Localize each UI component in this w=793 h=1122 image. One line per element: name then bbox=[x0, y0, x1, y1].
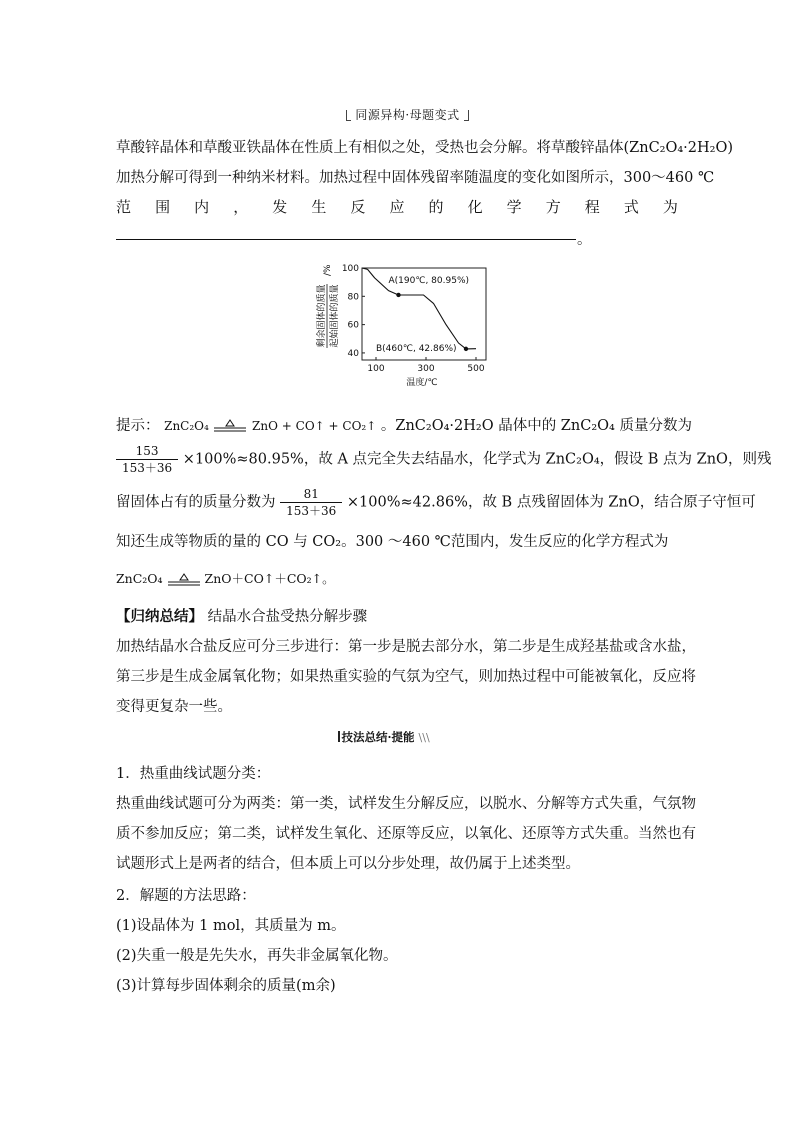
hint-line-1: 提示： ZnC₂O₄ ZnO + CO↑ + CO₂↑ 。ZnC₂O₄·2H₂O 晶体中的 ZnC₂O₄ 质量分数为 bbox=[116, 418, 692, 434]
answer-blank[interactable] bbox=[116, 239, 576, 240]
summary-line-1: 加热结晶水合盐反应可分三步进行：第一步是脱去部分水，第二步是生成羟基盐或含水盐， bbox=[116, 639, 696, 655]
heat-arrow-icon bbox=[213, 419, 247, 433]
annotation-label: B(460℃, 42.86%) bbox=[376, 343, 457, 354]
summary-line-3: 变得更复杂一些。 bbox=[116, 699, 232, 715]
item2-step-2: (2)失重一般是先失水，再失非金属氧化物。 bbox=[116, 948, 398, 964]
y-tick-label: 100 bbox=[341, 264, 359, 274]
data-point bbox=[396, 293, 400, 297]
item2-heading: 2．解题的方法思路： bbox=[116, 888, 256, 904]
problem-line-3-char: 发 bbox=[272, 198, 288, 216]
item1-heading: 1．热重曲线试题分类： bbox=[116, 766, 271, 782]
bracket-left-icon bbox=[346, 110, 351, 121]
problem-line-3-char: 内 bbox=[194, 198, 210, 216]
problem-line-3-char: 为 bbox=[662, 198, 678, 216]
section-title: 同源异构·母题变式 bbox=[346, 106, 469, 123]
x-axis-label: 温度/℃ bbox=[406, 378, 438, 387]
section2-title: 技法总结·提能 \\\ bbox=[338, 729, 430, 745]
y-tick-label: 40 bbox=[347, 348, 359, 359]
annotation-label: A(190℃, 80.95%) bbox=[388, 275, 470, 286]
problem-line-3-char: 式 bbox=[623, 198, 639, 216]
problem-line-3-char: 反 bbox=[350, 198, 366, 216]
y-axis-label-denominator: 起始固体的质量 bbox=[330, 284, 340, 348]
problem-line-3-char: 化 bbox=[467, 198, 483, 216]
data-point bbox=[464, 347, 468, 351]
item1-line-2: 质不参加反应；第二类，试样发生氧化、还原等反应，以氧化、还原等方式失重。当然也有 bbox=[116, 826, 696, 842]
problem-line-3-char: 生 bbox=[311, 198, 327, 216]
problem-line-1: 草酸锌晶体和草酸亚铁晶体在性质上有相似之处，受热也会分解。将草酸锌晶体(ZnC₂O₄·2H₂O) bbox=[116, 140, 734, 156]
problem-line-3-char: 学 bbox=[506, 198, 522, 216]
item1-line-3: 试题形式上是两者的结合，但本质上可以分步处理，故仍属于上述类型。 bbox=[116, 856, 580, 872]
hint-line-2: $\frac{153}{153+36}$ ×100%≈80.95%，故 A 点完全失去结晶水，化学式为 ZnC₂O₄，假设 B 点为 ZnO，则残 bbox=[116, 443, 771, 476]
problem-line-3-char: 程 bbox=[584, 198, 600, 216]
summary-heading: 【归纳总结】 结晶水合盐受热分解步骤 bbox=[116, 608, 368, 625]
blank-period: 。 bbox=[577, 232, 592, 248]
item2-step-1: (1)设晶体为 1 mol，其质量为 m。 bbox=[116, 918, 346, 934]
title-bar-icon bbox=[338, 731, 340, 742]
problem-line-2: 加热分解可得到一种纳米材料。加热过程中固体残留率随温度的变化如图所示，300～460 ℃ bbox=[116, 170, 715, 186]
y-axis-label bbox=[315, 264, 340, 348]
x-tick-label: 300 bbox=[417, 364, 435, 374]
y-tick-label: 80 bbox=[347, 292, 359, 303]
problem-line-3-char: 应 bbox=[389, 198, 405, 216]
item2-step-3: (3)计算每步固体剩余的质量(m余) bbox=[116, 978, 336, 994]
problem-line-3-char: 的 bbox=[428, 198, 444, 216]
hint-line-3: 留固体占有的质量分数为 $\frac{81}{153+36}$ ×100%≈42.86%，故 B 点残留固体为 ZnO，结合原子守恒可 bbox=[116, 487, 756, 518]
hint-line-4: 知还生成等物质的量的 CO 与 CO₂。300 ～460 ℃范围内，发生反应的化学方程式为 bbox=[116, 534, 669, 550]
y-tick-label: 60 bbox=[347, 320, 359, 331]
thermogravimetric-chart bbox=[300, 262, 500, 387]
fraction-1: $\frac{153}{153+36}$ bbox=[116, 443, 178, 476]
y-axis-label-numerator: 剩余固体的质量 bbox=[317, 284, 327, 348]
item1-line-1: 热重曲线试题可分为两类：第一类，试样发生分解反应，以脱水、分解等方式失重，气氛物 bbox=[116, 796, 696, 812]
problem-line-3 bbox=[116, 196, 678, 217]
problem-line-3-char: 范 bbox=[116, 198, 132, 216]
problem-line-3-char: ， bbox=[233, 198, 249, 216]
problem-line-3-char: 围 bbox=[155, 198, 171, 216]
bracket-right-icon bbox=[464, 110, 469, 121]
fraction-2: $\frac{81}{153+36}$ bbox=[280, 486, 342, 519]
heat-arrow-icon bbox=[167, 573, 201, 587]
problem-line-3-char: 方 bbox=[545, 198, 561, 216]
y-axis-unit: /% bbox=[323, 264, 333, 276]
slash-decoration-icon: \\\ bbox=[418, 731, 430, 744]
x-tick-label: 100 bbox=[367, 364, 385, 374]
summary-line-2: 第三步是生成金属氧化物；如果热重实验的气氛为空气，则加热过程中可能被氧化，反应将 bbox=[116, 669, 696, 685]
x-tick-label: 500 bbox=[467, 364, 485, 374]
hint-line-5: ZnC₂O₄ ZnO＋CO↑＋CO₂↑。 bbox=[116, 571, 335, 586]
